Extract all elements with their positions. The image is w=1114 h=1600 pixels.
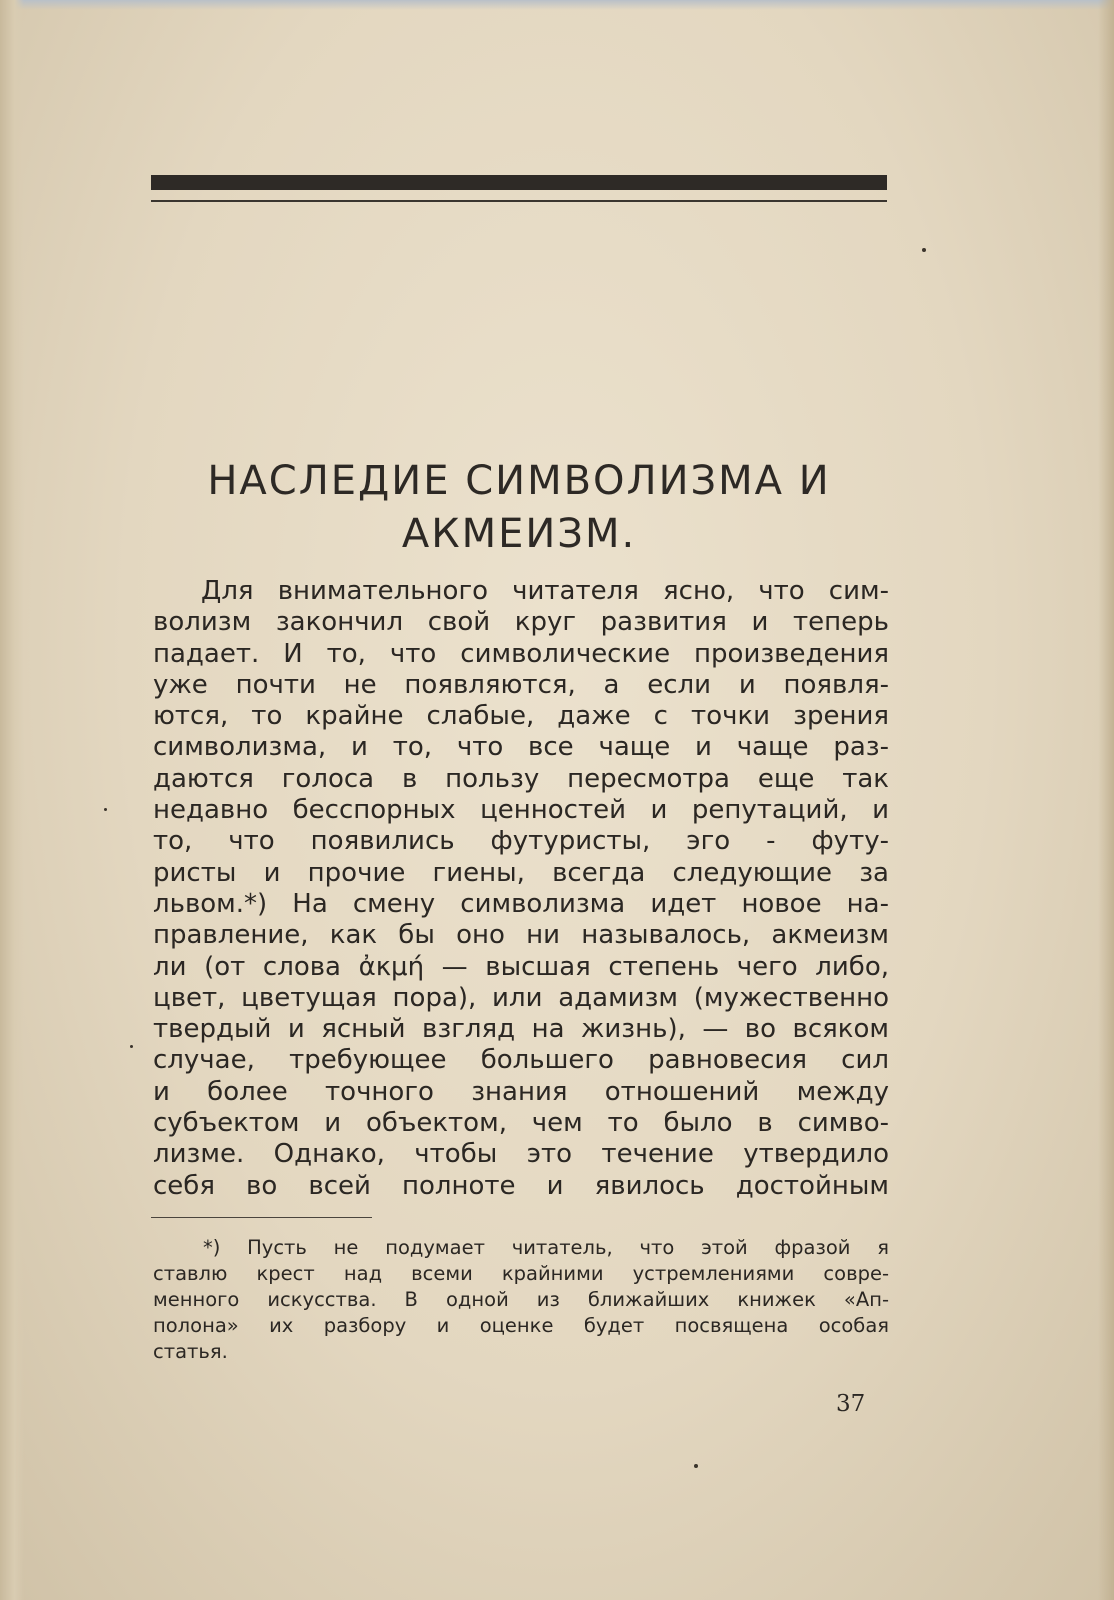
body-line: уже почти не появляются, а если и появля- (153, 669, 889, 700)
body-line: лизме. Однако, чтобы это течение утвердило (153, 1139, 889, 1170)
page-top-edge (0, 0, 1114, 10)
body-line: цвет, цветущая пора), или адамизм (мужественно (153, 982, 889, 1013)
body-line: волизм закончил свой круг развития и теперь (153, 607, 889, 638)
body-line: твердый и ясный взгляд на жизнь), — во всяком (153, 1014, 889, 1045)
chapter-title-line: АКМЕИЗМ. (401, 511, 637, 557)
paper-speck (104, 808, 107, 811)
footnote-line: *) Пусть не подумает читатель, что этой фразой я (203, 1236, 889, 1259)
footnote-line: статья. (153, 1340, 228, 1363)
body-line: ются, то крайне слабые, даже с точки зрения (153, 701, 889, 732)
footnote-divider (151, 1217, 372, 1218)
page-spine-shadow (0, 0, 24, 1600)
body-line: правление, как бы оно ни называлось, акмеизм (153, 920, 889, 951)
body-line: себя во всей полноте и явилось достойным (153, 1170, 889, 1201)
body-line: Для внимательного читателя ясно, что сим- (201, 576, 889, 606)
body-line: ли (от слова ἀκμή — высшая степень чего либо, (153, 951, 889, 982)
paper-speck (130, 1045, 133, 1048)
page-right-edge (1098, 0, 1114, 1600)
body-line: то, что появились футуристы, эго - футу- (153, 826, 889, 857)
body-line: падает. И то, что символические произведения (153, 638, 889, 669)
body-line: субъектом и объектом, чем то было в симво- (153, 1108, 889, 1139)
chapter-title (151, 455, 887, 561)
body-line: символизма, и то, что все чаще и чаще раз- (153, 732, 889, 763)
footnote (153, 1235, 889, 1365)
body-line: ристы и прочие гиены, всегда следующие за (153, 857, 889, 888)
header-rule-thin (151, 200, 887, 202)
chapter-title-line: НАСЛЕДИЕ СИМВОЛИЗМА И (207, 458, 831, 504)
footnote-line: ставлю крест над всеми крайними устремлениями совре- (153, 1262, 889, 1285)
body-line: даются голоса в пользу пересмотра еще так (153, 763, 889, 794)
paper-speck (694, 1464, 698, 1468)
paper-speck (922, 248, 926, 252)
page-number: 37 (836, 1391, 866, 1417)
body-line: и более точного знания отношений между (153, 1076, 889, 1107)
body-line: случае, требующее большего равновесия сил (153, 1045, 889, 1076)
body-line: львом.*) На смену символизма идет новое на- (153, 888, 889, 919)
body-line: недавно бесспорных ценностей и репутаций, и (153, 795, 889, 826)
body-paragraph (153, 576, 889, 1202)
footnote-line: полона» их разбору и оценке будет посвящена особая (153, 1314, 889, 1337)
footnote-line: менного искусства. В одной из ближайших книжек «Ап- (153, 1288, 889, 1311)
header-rule-thick (151, 175, 887, 190)
